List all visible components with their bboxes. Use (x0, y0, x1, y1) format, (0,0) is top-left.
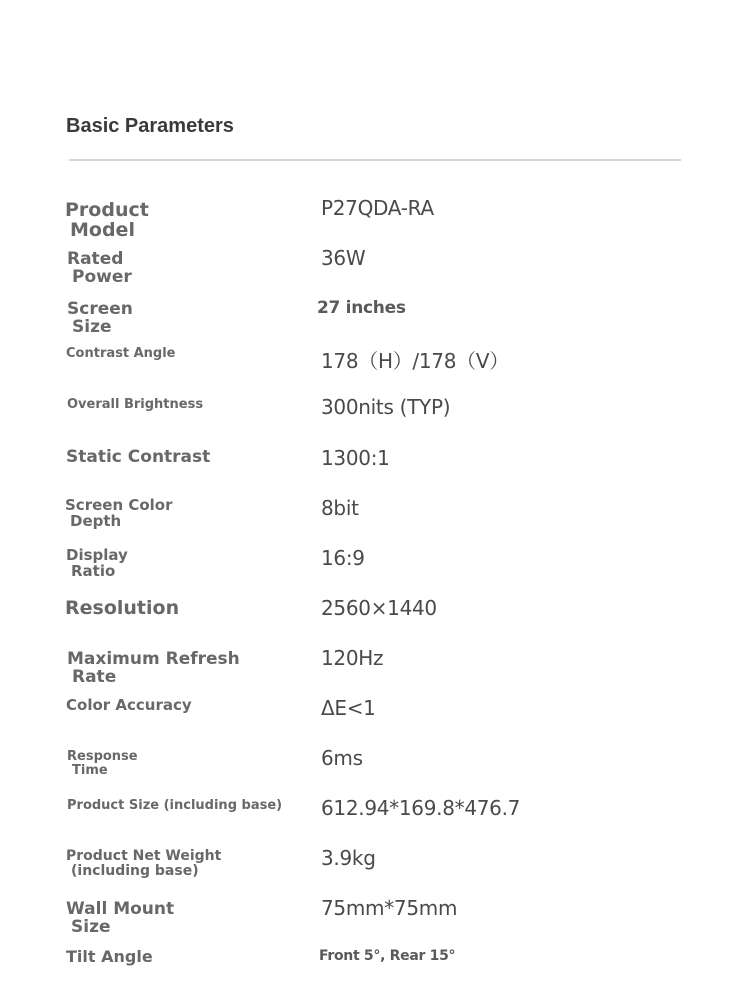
color-depth-label (65, 498, 173, 530)
net-weight-label (66, 849, 221, 878)
rated-power-value: 36W (321, 246, 366, 270)
wall-mount-label-line1: Wall Mount (66, 899, 175, 919)
page-title: Basic Parameters (66, 115, 234, 137)
display-ratio-label-line1: Display (66, 546, 128, 564)
response-time-label-line2: Time (72, 762, 108, 778)
product-model-value: P27QDA-RA (321, 196, 434, 220)
title-divider (69, 159, 681, 161)
display-ratio-value: 16:9 (321, 546, 365, 570)
net-weight-label-line2: (including base) (71, 862, 199, 879)
rated-power-label-line2: Power (72, 266, 132, 287)
rated-power-label-line1: Rated (67, 249, 124, 269)
product-model-label (65, 201, 149, 241)
product-model-label-line2: Model (70, 218, 135, 241)
refresh-rate-value: 120Hz (321, 646, 384, 670)
net-weight-label-line1: Product Net Weight (66, 848, 222, 864)
screen-size-label (67, 301, 133, 337)
response-time-label (67, 750, 138, 777)
color-depth-value: 8bit (321, 496, 359, 520)
screen-size-label-line2: Size (72, 316, 112, 337)
screen-size-label-line1: Screen (67, 299, 133, 319)
display-ratio-label (66, 548, 128, 580)
product-size-label: Product Size (including base) (67, 798, 283, 813)
response-time-label-line1: Response (67, 749, 138, 764)
screen-size-value: 27 inches (317, 298, 406, 318)
wall-mount-value: 75mm*75mm (321, 896, 458, 920)
color-accuracy-label: Color Accuracy (66, 696, 192, 714)
overall-brightness-value: 300nits (TYP) (321, 395, 451, 419)
contrast-angle-label: Contrast Angle (66, 346, 176, 361)
color-depth-label-line1: Screen Color (65, 496, 173, 514)
static-contrast-value: 1300:1 (321, 446, 390, 470)
tilt-angle-value: Front 5°, Rear 15° (319, 948, 456, 964)
refresh-rate-label (67, 651, 240, 687)
wall-mount-label-line2: Size (71, 916, 111, 937)
color-accuracy-value: ΔE<1 (321, 696, 376, 720)
color-depth-label-line2: Depth (70, 511, 122, 530)
resolution-value: 2560×1440 (321, 596, 437, 620)
contrast-angle-value: 178（H）/178（V） (321, 349, 509, 373)
resolution-label: Resolution (65, 597, 180, 619)
wall-mount-label (66, 901, 174, 937)
product-model-label-line1: Product (65, 199, 149, 221)
product-size-value: 612.94*169.8*476.7 (321, 796, 521, 820)
response-time-value: 6ms (321, 746, 363, 770)
rated-power-label (67, 251, 132, 287)
net-weight-value: 3.9kg (321, 846, 376, 870)
tilt-angle-label: Tilt Angle (66, 947, 153, 966)
static-contrast-label: Static Contrast (66, 447, 211, 467)
refresh-rate-label-line2: Rate (72, 666, 117, 687)
overall-brightness-label: Overall Brightness (67, 397, 204, 412)
display-ratio-label-line2: Ratio (71, 561, 116, 580)
refresh-rate-label-line1: Maximum Refresh (67, 649, 240, 669)
